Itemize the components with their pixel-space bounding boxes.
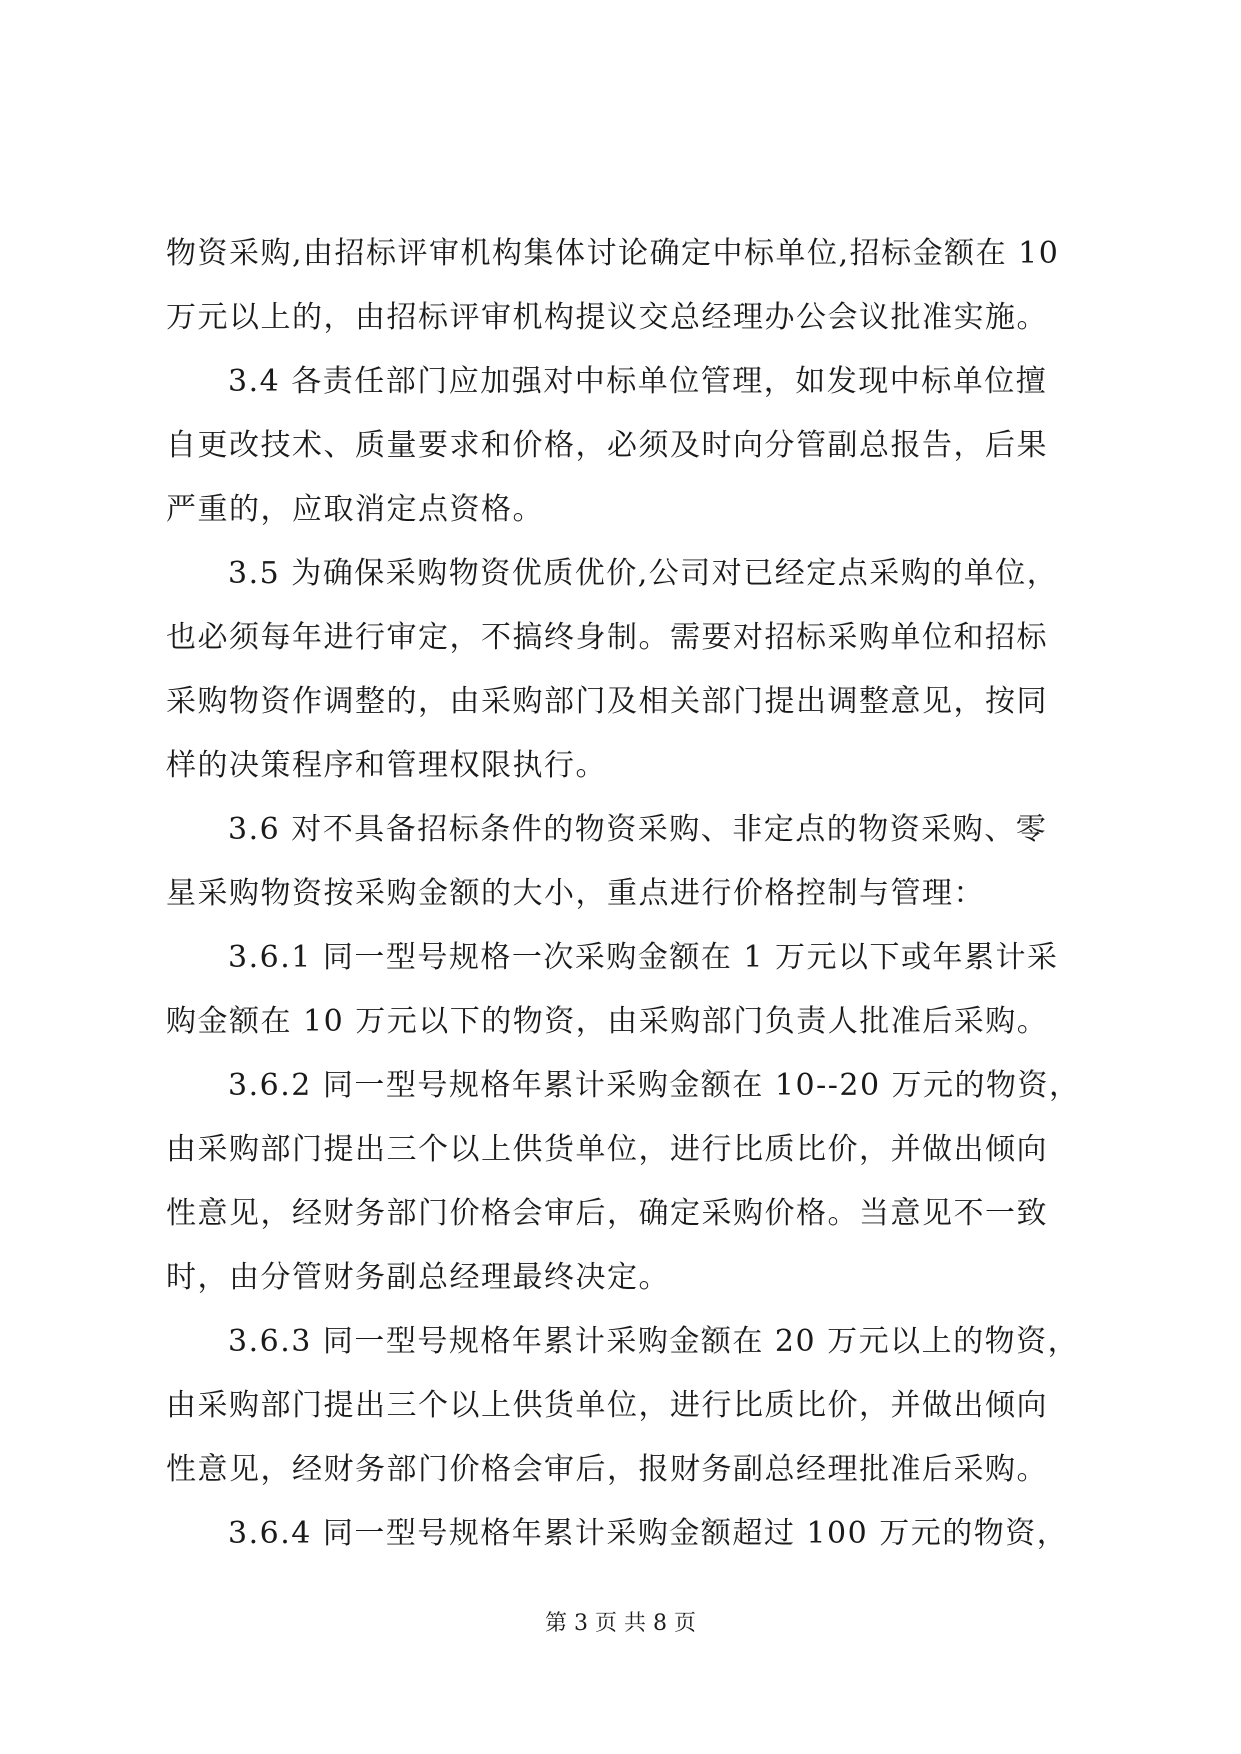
text-line: 由采购部门提出三个以上供货单位，进行比质比价，并做出倾向 (166, 1132, 1048, 1167)
text-line: 星采购物资按采购金额的大小，重点进行价格控制与管理： (166, 876, 985, 911)
text-line: 物资采购,由招标评审机构集体讨论确定中标单位,招标金额在 10 (166, 236, 1060, 271)
text-line: 样的决策程序和管理权限执行。 (166, 748, 607, 783)
paragraph-start-line: 3.6.1 同一型号规格一次采购金额在 1 万元以下或年累计采 (228, 940, 1059, 975)
paragraph-start-line: 3.6 对不具备招标条件的物资采购、非定点的物资采购、零 (228, 812, 1048, 847)
paragraph-start-line: 3.6.2 同一型号规格年累计采购金额在 10--20 万元的物资， (228, 1068, 1081, 1103)
text-line: 时，由分管财务副总经理最终决定。 (166, 1260, 670, 1295)
page-number-footer: 第 3 页 共 8 页 (545, 1611, 696, 1636)
text-line: 购金额在 10 万元以下的物资，由采购部门负责人批准后采购。 (166, 1004, 1049, 1039)
text-line: 万元以上的，由招标评审机构提议交总经理办公会议批准实施。 (166, 300, 1048, 335)
text-line: 严重的，应取消定点资格。 (166, 492, 544, 527)
paragraph-start-line: 3.4 各责任部门应加强对中标单位管理，如发现中标单位擅 (228, 364, 1048, 399)
text-line: 也必须每年进行审定，不搞终身制。需要对招标采购单位和招标 (166, 620, 1048, 655)
text-line: 性意见，经财务部门价格会审后，报财务副总经理批准后采购。 (166, 1452, 1048, 1487)
text-line: 采购物资作调整的，由采购部门及相关部门提出调整意见，按同 (166, 684, 1048, 719)
document-body (166, 222, 1086, 1566)
text-line: 性意见，经财务部门价格会审后，确定采购价格。当意见不一致 (166, 1196, 1048, 1231)
paragraph-start-line: 3.5 为确保采购物资优质优价,公司对已经定点采购的单位， (228, 556, 1059, 591)
paragraph-start-line: 3.6.4 同一型号规格年累计采购金额超过 100 万元的物资， (228, 1516, 1069, 1551)
paragraph-start-line: 3.6.3 同一型号规格年累计采购金额在 20 万元以上的物资， (228, 1324, 1080, 1359)
text-line: 自更改技术、质量要求和价格，必须及时向分管副总报告，后果 (166, 428, 1048, 463)
text-line: 由采购部门提出三个以上供货单位，进行比质比价，并做出倾向 (166, 1388, 1048, 1423)
